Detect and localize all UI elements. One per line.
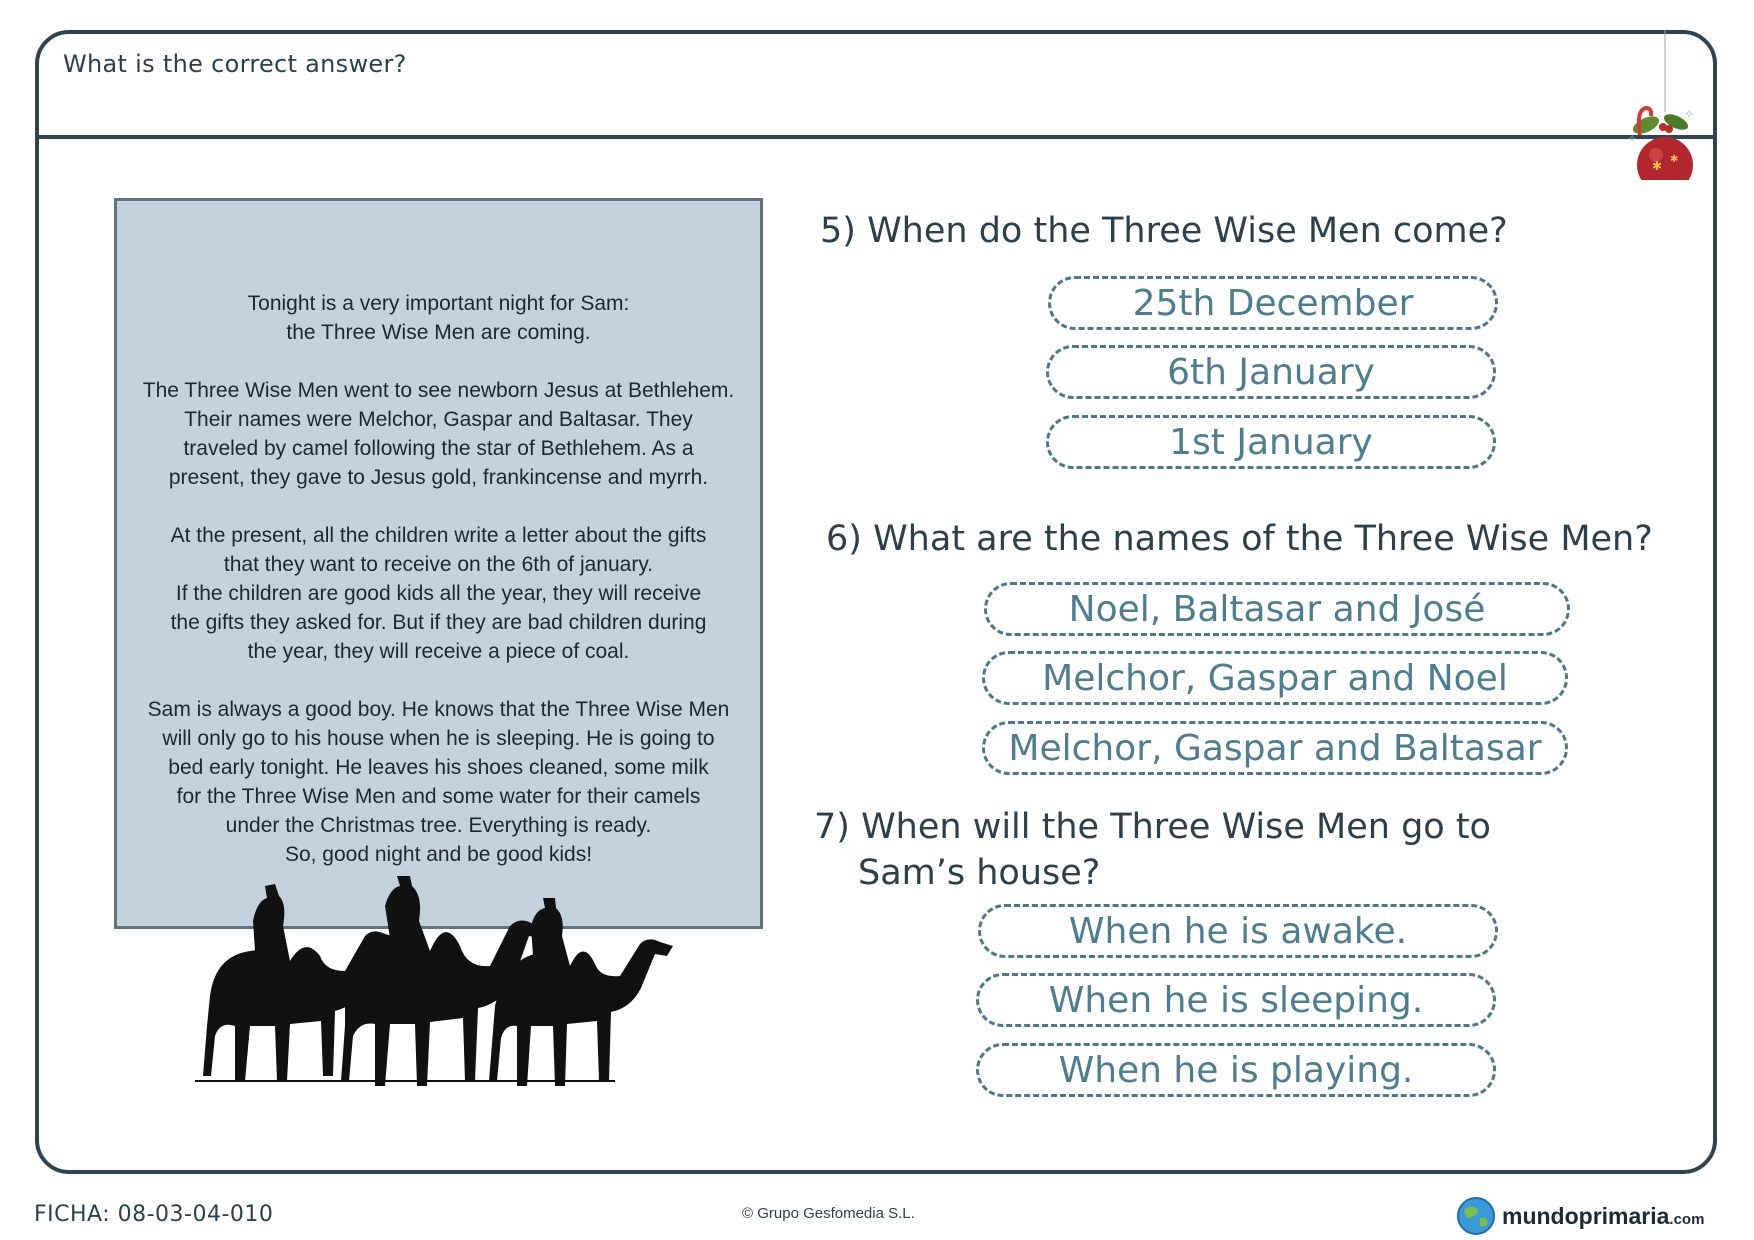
- reading-line: Tonight is a very important night for Sam:: [247, 292, 630, 315]
- reading-passage-box: [114, 198, 763, 929]
- answer-option[interactable]: 6th January: [1046, 345, 1496, 399]
- answer-option[interactable]: 1st January: [1046, 415, 1496, 469]
- question-number: 5): [820, 211, 856, 251]
- question-number: 6): [826, 519, 862, 559]
- reading-line: At the present, all the children write a letter about the gifts: [170, 524, 707, 547]
- reading-line: for the Three Wise Men and some water for their camels: [176, 785, 701, 808]
- reading-line: that they want to receive on the 6th of january.: [223, 553, 654, 576]
- reading-line: the gifts they asked for. But if they are bad children during: [170, 611, 707, 634]
- reading-paragraph: [117, 521, 760, 666]
- reading-passage-text: [117, 289, 760, 898]
- answer-option[interactable]: Noel, Baltasar and José: [984, 582, 1570, 636]
- question-text: What are the names of the Three Wise Men?: [873, 519, 1653, 559]
- question-text: When will the Three Wise Men go to: [861, 807, 1491, 847]
- svg-text:✱: ✱: [1670, 154, 1679, 165]
- reading-line: If the children are good kids all the year, they will receive: [175, 582, 702, 605]
- three-wise-men-camels-illustration: [195, 876, 695, 1114]
- answer-option[interactable]: Melchor, Gaspar and Noel: [982, 651, 1568, 705]
- reading-line: under the Christmas tree. Everything is ready.: [225, 814, 652, 837]
- reading-line: the Three Wise Men are coming.: [286, 321, 591, 344]
- reading-line: Their names were Melchor, Gaspar and Baltasar. They: [184, 408, 693, 431]
- reading-line: will only go to his house when he is sleeping. He is going to: [162, 727, 715, 750]
- reading-paragraph: [117, 376, 760, 492]
- globe-icon: [1456, 1196, 1496, 1236]
- reading-line: present, they gave to Jesus gold, frankincense and myrrh.: [168, 466, 709, 489]
- reading-line: the year, they will receive a piece of coal.: [247, 640, 630, 663]
- worksheet-code: FICHA: 08-03-04-010: [34, 1202, 274, 1227]
- reading-line: The Three Wise Men went to see newborn Jesus at Bethlehem.: [142, 379, 735, 402]
- question-7: [814, 804, 1491, 850]
- question-number: 7): [814, 807, 850, 847]
- instruction-text: What is the correct answer?: [63, 50, 407, 78]
- reading-line: So, good night and be good kids!: [284, 843, 593, 866]
- svg-text:✱: ✱: [1652, 159, 1663, 173]
- answer-option[interactable]: When he is awake.: [978, 904, 1498, 958]
- mundoprimaria-logo[interactable]: [1456, 1196, 1704, 1236]
- answer-option[interactable]: 25th December: [1048, 276, 1498, 330]
- logo-text: mundoprimaria.com: [1502, 1202, 1705, 1229]
- svg-text:✧: ✧: [1684, 107, 1695, 121]
- christmas-ornament-icon: [1618, 30, 1698, 180]
- reading-line: Sam is always a good boy. He knows that the Three Wise Men: [147, 698, 730, 721]
- header-divider: [35, 135, 1717, 139]
- question-7-line-2: Sam’s house?: [858, 853, 1101, 893]
- answer-option[interactable]: Melchor, Gaspar and Baltasar: [982, 721, 1568, 775]
- reading-line: traveled by camel following the star of Bethlehem. As a: [183, 437, 694, 460]
- reading-line: bed early tonight. He leaves his shoes cleaned, some milk: [168, 756, 709, 779]
- question-5: [820, 208, 1508, 254]
- reading-paragraph: [117, 289, 760, 347]
- question-6: [826, 516, 1653, 562]
- question-text: When do the Three Wise Men come?: [867, 211, 1508, 251]
- reading-paragraph: [117, 695, 760, 869]
- copyright-text: © Grupo Gesfomedia S.L.: [742, 1205, 915, 1222]
- answer-option[interactable]: When he is sleeping.: [976, 973, 1496, 1027]
- svg-text:✧: ✧: [1628, 134, 1637, 145]
- answer-option[interactable]: When he is playing.: [976, 1043, 1496, 1097]
